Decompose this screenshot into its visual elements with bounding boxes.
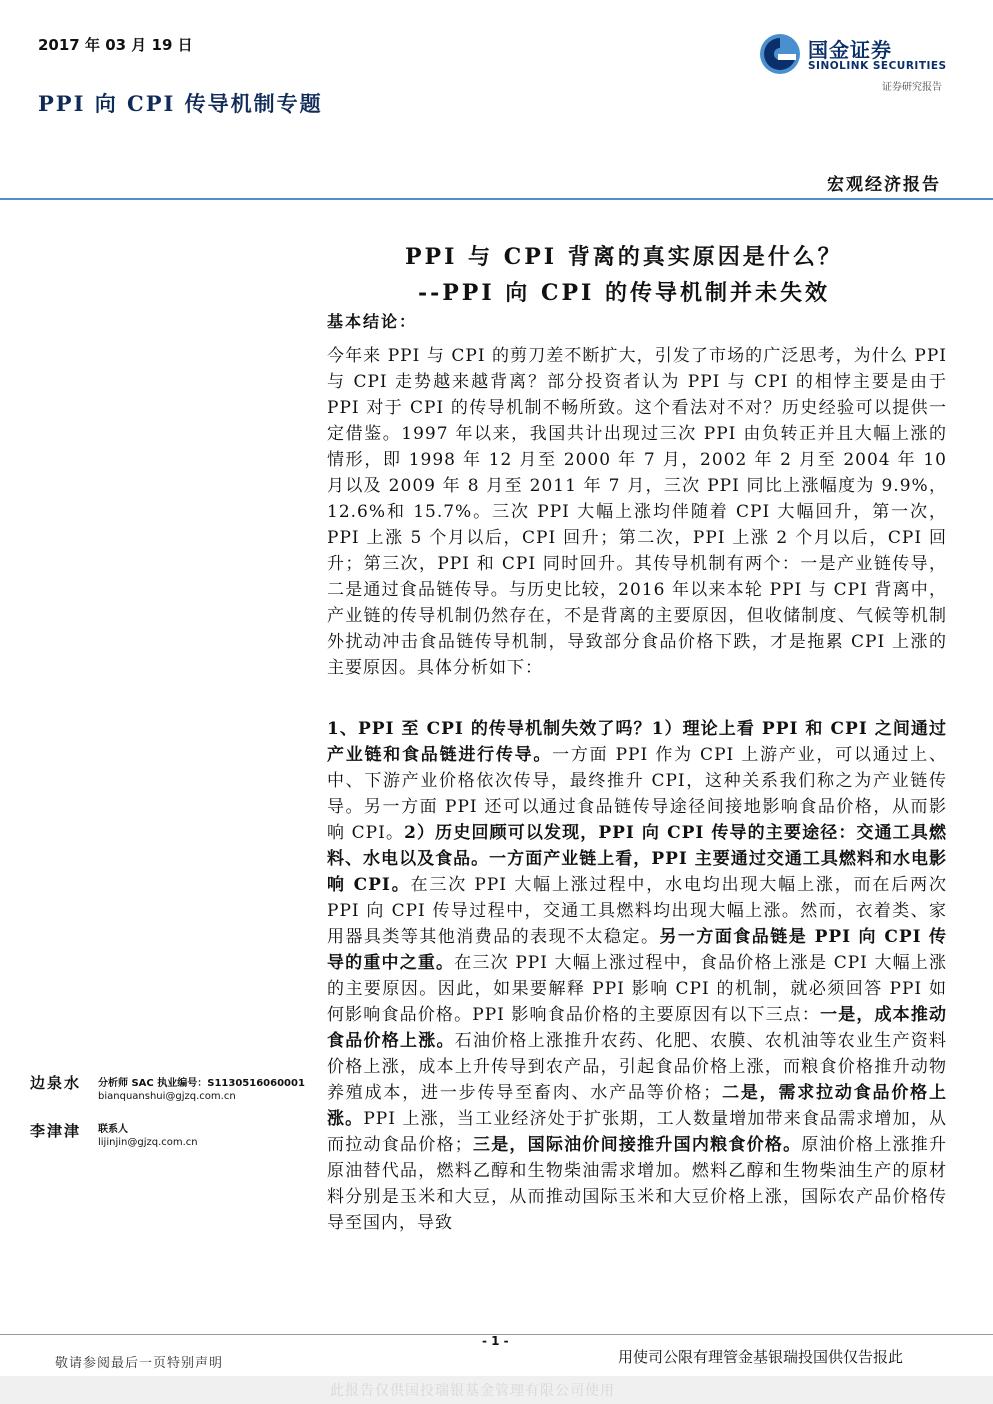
analysis-bold-4: 一是，成本推动食品价格上涨。 (327, 1005, 947, 1051)
analysis-bold-1: 1、PPI 至 CPI 的传导机制失效了吗？1）理论上看 PPI 和 CPI 之间通过产业链和食品链进行传导。 (327, 719, 947, 765)
paragraph-analysis (327, 716, 947, 1236)
title-line-1: PPI 与 CPI 背离的真实原因是什么？ (405, 244, 843, 270)
analysis-bold-3: 另一方面食品链是 PPI 向 CPI 传导的重中之重。 (327, 927, 947, 973)
analysis-text-5: PPI 上涨，当工业经济处于扩张期，工人数量增加带来食品需求增加，从而拉动食品价格； (327, 1109, 947, 1155)
contact-email[interactable]: lijinjin@gjzq.com.cn (98, 1137, 198, 1148)
contact-details (98, 1123, 198, 1149)
logo-name-en: SINOLINK SECURITIES (808, 60, 947, 72)
analyst-role: 分析师 SAC 执业编号：S1130516060001 (98, 1078, 305, 1089)
report-topic: PPI 向 CPI 传导机制专题 (38, 91, 323, 116)
analysis-text-1: 一方面 PPI 作为 CPI 上游产业，可以通过上、中、下游产业价格依次传导，最终推升 CPI，这种关系我们称之为产业链传导。另一方面 PPI 还可以通过食品链传导途径间接地影响食品价格，从而影响 CPI。 (327, 745, 948, 843)
contact-card (30, 1120, 81, 1141)
logo-name-cn: 国金证券 (808, 38, 892, 62)
analysis-bold-5: 二是，需求拉动食品价格上涨。 (327, 1083, 947, 1129)
analysis-bold-2: 2）历史回顾可以发现，PPI 向 CPI 传导的主要途径：交通工具燃料、水电以及食品。一方面产业链上看，PPI 主要通过交通工具燃料和水电影响 CPI。 (327, 823, 947, 895)
analysis-text-2: 在三次 PPI 大幅上涨过程中，水电均出现大幅上涨，而在后两次 PPI 向 CPI 传导过程中，交通工具燃料均出现大幅上涨。然而，衣着类、家用器具类等其他消费品的表现不太稳定。 (327, 875, 947, 947)
footer-disclaimer: 敬请参阅最后一页特别声明 (55, 1356, 224, 1371)
report-date: 2017 年 03 月 19 日 (38, 36, 193, 54)
analyst-email[interactable]: bianquanshui@gjzq.com.cn (98, 1091, 236, 1102)
watermark-bar (0, 1376, 993, 1404)
analysis-text-3: 在三次 PPI 大幅上涨过程中，食品价格上涨是 CPI 大幅上涨的主要原因。因此，如果要解释 PPI 影响 CPI 的机制，就必须回答 PPI 如何影响食品价格。PPI 影响食品价格的主要原因有以下三点： (327, 953, 947, 1025)
report-type: 宏观经济报告 (827, 175, 941, 195)
analyst-name: 边泉水 (30, 1074, 82, 1092)
paragraph-conclusion: 今年来 PPI 与 CPI 的剪刀差不断扩大，引发了市场的广泛思考，为什么 PPI 与 CPI 走势越来越背离？部分投资者认为 PPI 与 CPI 的相悖主要是由于 PPI 对于 CPI 的传导机制不畅所致。这个看法对不对？历史经验可以提供一定借鉴。1997 年以来，我国共计出现过三次 PPI 由负转正并且大幅上涨的情形，即 1998 年 12 月至 2000 年 7 月，2002 年 2 月至 2004 年 10 月以及 2009 年 8 月至 2011 年 7 月，三次 PPI 同比上涨幅度为 9.9%，12.6%和 15.7%。三次 PPI 大幅上涨均伴随着 CPI 大幅回升，第一次，PPI 上涨 5 个月以后，CPI 回升；第二次，PPI 上涨 2 个月以后，CPI 回升；第三次，PPI 和 CPI 同时回升。其传导机制有两个：一是产业链传导，二是通过食品链传导。与历史比较，2016 年以来本轮 PPI 与 CPI 背离中，产业链的传导机制仍然存在，不是背离的主要原因，但收储制度、气候等机制外扰动冲击食品链传导机制，导致部分食品价格下跌，才是拖累 CPI 上涨的主要原因。具体分析如下： (327, 346, 947, 678)
analyst-details (98, 1077, 305, 1103)
analysis-text-4: 石油价格上涨推升农药、化肥、农膜、农机油等农业生产资料价格上涨，成本上升传导到农产品，引起食品价格上涨，而粮食价格推升动物养殖成本，进一步传导至畜肉、水产品等价格； (327, 1031, 948, 1103)
header-divider (0, 198, 993, 200)
page-number: - 1 - (482, 1334, 509, 1348)
footer-right-text: 用使司公限有理管金基银瑞投国供仅告报此 (618, 1348, 904, 1366)
analyst-card (30, 1072, 81, 1093)
contact-name: 李津津 (30, 1122, 82, 1140)
logo-subtitle: 证券研究报告 (882, 82, 942, 93)
section-heading: 基本结论： (327, 312, 418, 331)
title-line-2: --PPI 向 CPI 的传导机制并未失效 (418, 280, 830, 306)
sinolink-logo-icon (758, 32, 802, 76)
analysis-bold-6: 三是，国际油价间接推升国内粮食价格。 (472, 1135, 802, 1155)
analysis-text-6: 原油价格上涨推升原油替代品，燃料乙醇和生物柴油需求增加。燃料乙醇和生物柴油生产的原材料分别是玉米和大豆，从而推动国际玉米和大豆价格上涨，国际农产品价格传导至国内，导致 (327, 1135, 948, 1233)
company-logo (758, 30, 948, 93)
contact-role: 联系人 (98, 1124, 128, 1135)
watermark-text: 此报告仅供国投瑞银基金管理有限公司使用 (330, 1383, 615, 1399)
